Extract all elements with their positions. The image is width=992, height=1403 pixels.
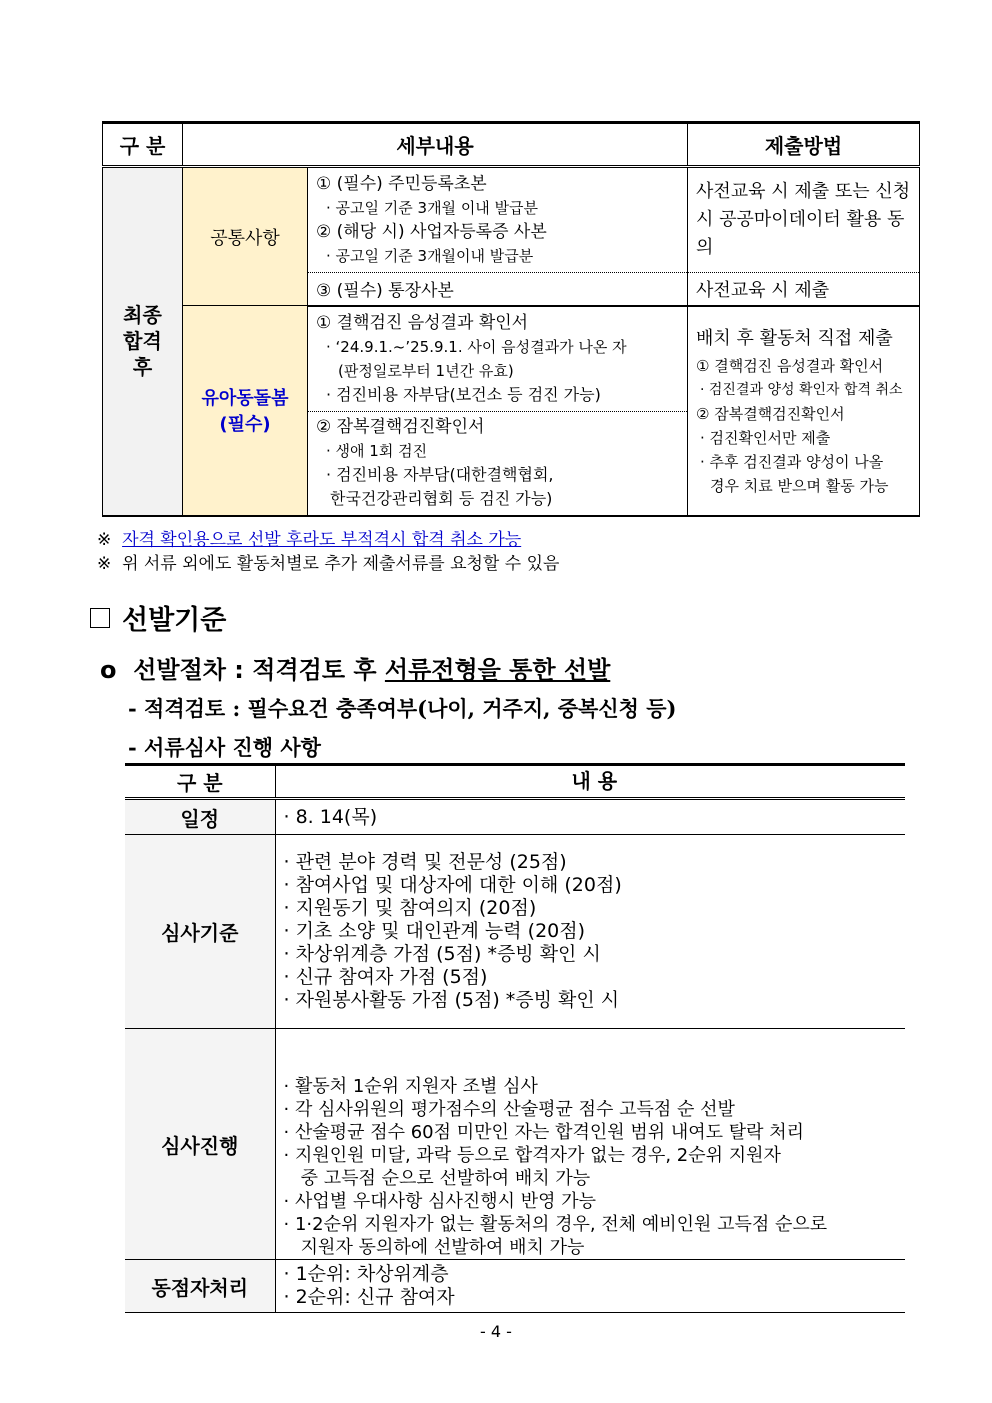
tb-test-items [308, 306, 688, 412]
method-line: 경우 치료 받으며 활동 가능 [710, 476, 889, 495]
childcare-method [688, 306, 920, 516]
method-line: ① 결핵검진 음성결과 확인서 [696, 356, 884, 375]
row-content [275, 799, 905, 835]
section-title: 선발기준 [122, 605, 227, 636]
row-content [275, 1260, 905, 1313]
line: · 참여사업 및 대상자에 대한 이해 (20점) [283, 874, 622, 896]
method-title: 배치 후 활동처 직접 제출 [696, 327, 893, 349]
final-pass-label: 최종 합격 후 [103, 167, 183, 516]
method-line: · 검진결과 양성 확인자 합격 취소 [700, 381, 903, 398]
line: · 차상위계층 가점 (5점) *증빙 확인 시 [283, 943, 601, 965]
line: · 관련 분야 경력 및 전문성 (25점) [283, 851, 567, 873]
procedure-underlined: 서류전형을 통한 선발 [384, 656, 611, 684]
method-line: 사전교육 시 제출 또는 신청 [696, 181, 911, 202]
header-content: 내 용 [275, 765, 905, 799]
line: 지원자 동의하에 선발하여 배치 가능 [283, 1237, 585, 1258]
label: 유아동돌봄 [201, 388, 289, 410]
method-line: · 추후 검진결과 양성이 나올 [700, 452, 884, 471]
note-text: 자격 확인용으로 선발 후라도 부적격시 합격 취소 가능 [122, 530, 522, 550]
common-items [308, 167, 688, 273]
note-1 [97, 525, 521, 550]
item: ① (필수) 주민등록초본 [316, 174, 487, 194]
common-method [688, 167, 920, 273]
line: · 활동처 1순위 지원자 조별 심사 [283, 1076, 538, 1097]
bankbook-item: ③ (필수) 통장사본 [308, 273, 688, 306]
header-details: 세부내용 [183, 123, 688, 167]
label: (필수) [219, 414, 271, 436]
document-review-heading: - 서류심사 진행 사항 [128, 735, 321, 760]
note-text: 위 서류 외에도 활동처별로 추가 제출서류를 요청할 수 있음 [122, 554, 560, 574]
line: · 8. 14(목) [283, 805, 378, 828]
item: (판정일로부터 1년간 유효) [338, 361, 514, 380]
eligibility-review: - 적격검토 : 필수요건 충족여부(나이, 거주지, 중복신청 등) [128, 696, 677, 721]
line: · 신규 참여자 가점 (5점) [283, 966, 488, 988]
item: · 공고일 기준 3개월 이내 발급분 [326, 199, 539, 217]
method-line: ② 잠복결핵검진확인서 [696, 404, 845, 423]
bankbook-method: 사전교육 시 제출 [688, 273, 920, 306]
row-content [275, 1029, 905, 1260]
row-label: 심사진행 [125, 1029, 275, 1260]
row-label: 심사기준 [125, 835, 275, 1029]
item: ② 잠복결핵검진확인서 [316, 417, 485, 438]
line: · 지원인원 미달, 과락 등으로 합격자가 없는 경우, 2순위 지원자 [283, 1145, 781, 1166]
item: ② (해당 시) 사업자등록증 사본 [316, 222, 547, 242]
header-category: 구 분 [125, 765, 275, 799]
line: · 각 심사위원의 평가점수의 산술평균 점수 고득점 순 선발 [283, 1099, 735, 1120]
method-line: 시 공공마이데이터 활용 동의 [696, 209, 905, 258]
note-mark: ※ [97, 554, 112, 574]
latent-tb-items [308, 412, 688, 516]
line: · 1·2순위 지원자가 없는 활동처의 경우, 전체 예비인원 고득점 순으로 [283, 1214, 828, 1235]
row-label: 일정 [125, 799, 275, 835]
line: · 2순위: 신규 참여자 [283, 1286, 455, 1308]
item: · 검진비용 자부담(대한결핵협회, [326, 465, 554, 485]
line: · 1순위: 차상위계층 [283, 1263, 449, 1285]
bullet-icon: o [100, 656, 117, 684]
row-label: 동점자처리 [125, 1260, 275, 1313]
item: 한국건강관리협회 등 검진 가능) [330, 489, 553, 509]
childcare-label [183, 306, 308, 516]
method-line: · 검진확인서만 제출 [700, 428, 831, 447]
section-heading [90, 598, 226, 637]
procedure-line [100, 650, 610, 685]
line: 중 고득점 순으로 선발하여 배치 가능 [283, 1168, 591, 1189]
item: · 검진비용 자부담(보건소 등 검진 가능) [326, 384, 601, 404]
header-category: 구 분 [103, 123, 183, 167]
note-2 [97, 549, 559, 574]
item: · 생애 1회 검진 [326, 442, 428, 461]
note-mark: ※ [97, 530, 112, 550]
document-review-table [125, 763, 905, 1313]
item: · 공고일 기준 3개월이내 발급분 [326, 247, 534, 265]
common-label: 공통사항 [183, 167, 308, 306]
checkbox-square-icon [90, 608, 110, 628]
line: · 기초 소양 및 대인관계 능력 (20점) [283, 920, 586, 942]
procedure-label: 선발절차 : 적격검토 후 [133, 656, 385, 684]
line: · 자원봉사활동 가점 (5점) *증빙 확인 시 [283, 989, 620, 1011]
header-method: 제출방법 [688, 123, 920, 167]
item: · ‘24.9.1.~’25.9.1. 사이 음성결과가 나온 자 [326, 337, 627, 356]
line: · 산술평균 점수 60점 미만인 자는 합격인원 범위 내여도 탈락 처리 [283, 1122, 805, 1143]
page-number: - 4 - [480, 1322, 512, 1341]
line: · 지원동기 및 참여의지 (20점) [283, 897, 537, 919]
item: ① 결핵검진 음성결과 확인서 [316, 312, 529, 333]
required-documents-table [102, 121, 920, 517]
row-content [275, 835, 905, 1029]
line: · 사업별 우대사항 심사진행시 반영 가능 [283, 1191, 597, 1212]
